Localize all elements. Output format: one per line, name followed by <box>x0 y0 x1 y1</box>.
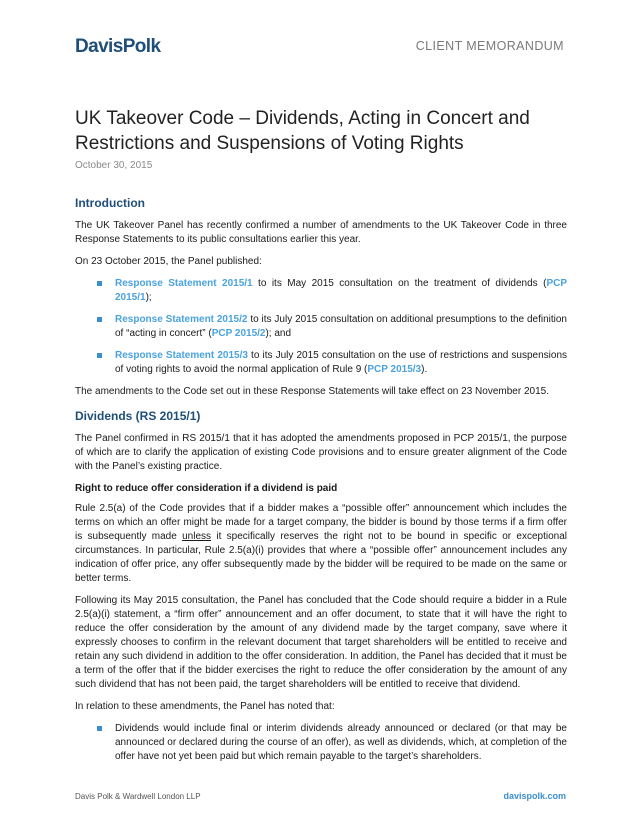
dividends-paragraph-3: Following its May 2015 consultation, the Panel has concluded that the Code should require a bidder in a Rule 2.5(a)(i) statement, a “firm offer” announcement and an offer document, to state that it will have the right to reduce the offer consideration by the amount of any dividend made by the target company, save where it expressly chooses to confirm in the relevant document that target shareholders will be entitled to receive and retain any such dividend in addition to the offer consideration. In addition, the Panel has decided that it must be a term of the offer that if the bidder exercises the right to reduce the offer consideration by the amount of any such dividend that has not been paid, the target shareholders will be entitled to receive that dividend. <box>75 595 567 690</box>
list-item <box>75 349 567 377</box>
emphasis-unless: unless <box>182 531 212 542</box>
section-heading-dividends: Dividends (RS 2015/1) <box>75 409 201 423</box>
footer-firm-name: Davis Polk & Wardwell London LLP <box>75 792 201 801</box>
memo-type-label: CLIENT MEMORANDUM <box>415 39 564 53</box>
list-item <box>75 722 567 764</box>
document-body <box>75 196 567 772</box>
footer-website-link[interactable]: davispolk.com <box>503 791 566 801</box>
list-item-text: to its July 2015 consultation on additional presumptions to the definition of “acting in concert” ( <box>115 314 567 339</box>
link-pcp-2015-3[interactable]: PCP 2015/3 <box>367 364 422 375</box>
square-bullet-icon <box>97 726 102 731</box>
link-response-statement-2015-3[interactable]: Response Statement 2015/3 <box>115 350 248 361</box>
davis-polk-logo: DavisPolk <box>75 36 161 57</box>
square-bullet-icon <box>97 317 102 322</box>
response-statements-list <box>75 277 567 377</box>
square-bullet-icon <box>97 281 102 286</box>
list-item <box>75 277 567 305</box>
list-item-text: to its May 2015 consultation on the treatment of dividends ( <box>252 278 547 289</box>
section-heading-introduction: Introduction <box>75 196 145 210</box>
intro-paragraph-1: The UK Takeover Panel has recently confirmed a number of amendments to the UK Takeover Code in three Response Statements to its public consultations earlier this year. <box>75 220 567 245</box>
link-response-statement-2015-1[interactable]: Response Statement 2015/1 <box>115 278 253 289</box>
document-title: UK Takeover Code – Dividends, Acting in Concert and Restrictions and Suspensions of Voting Rights <box>75 108 530 154</box>
document-date: October 30, 2015 <box>75 160 153 171</box>
dividends-paragraph-4: In relation to these amendments, the Panel has noted that: <box>75 701 335 712</box>
link-response-statement-2015-2[interactable]: Response Statement 2015/2 <box>115 314 248 325</box>
square-bullet-icon <box>97 353 102 358</box>
list-item-text: ); and <box>265 328 292 339</box>
paragraph-text: Rule 2.5(a) of the Code provides that if a bidder makes a “possible offer” announcement which includes the terms on which an offer might be made for a target company, the bidder is bound by those terms if a firm offer is subsequently made <box>75 503 567 542</box>
paragraph-text: it specifically reserves the right not to be bound in specific or exceptional circumstances. In particular, Rule 2.5(a)(i) provides that where a “possible offer” announcement includes any indication of offer price, any offer subsequently made by the bidder will be required to be made on the same or better terms. <box>75 531 567 584</box>
dividends-paragraph-2 <box>75 502 567 586</box>
link-pcp-2015-1[interactable]: PCP 2015/1 <box>115 278 567 303</box>
list-item-text: to its July 2015 consultation on the use of restrictions and suspensions of voting rights to avoid the normal application of Rule 9 ( <box>115 350 568 375</box>
list-item <box>75 313 567 341</box>
dividends-paragraph-1: The Panel confirmed in RS 2015/1 that it has adopted the amendments proposed in PCP 2015/1, the purpose of which are to clarify the application of existing Code provisions and to ensure greater alignment of the Code with the Panel’s existing practice. <box>75 433 567 472</box>
link-pcp-2015-2[interactable]: PCP 2015/2 <box>211 328 266 339</box>
list-item-text: ). <box>421 364 428 375</box>
intro-paragraph-3: The amendments to the Code set out in these Response Statements will take effect on 23 November 2015. <box>75 386 549 397</box>
intro-paragraph-2: On 23 October 2015, the Panel published: <box>75 256 262 267</box>
subsection-heading: Right to reduce offer consideration if a dividend is paid <box>75 483 338 494</box>
dividends-notes-list <box>75 722 567 764</box>
list-item-text: ); <box>145 292 152 303</box>
list-item-text: Dividends would include final or interim dividends already announced or declared (or that may be announced or declared during the course of an offer), as well as dividends, which, at completion of the offer have not yet been paid but which remain payable to the target’s shareholders. <box>115 723 567 762</box>
